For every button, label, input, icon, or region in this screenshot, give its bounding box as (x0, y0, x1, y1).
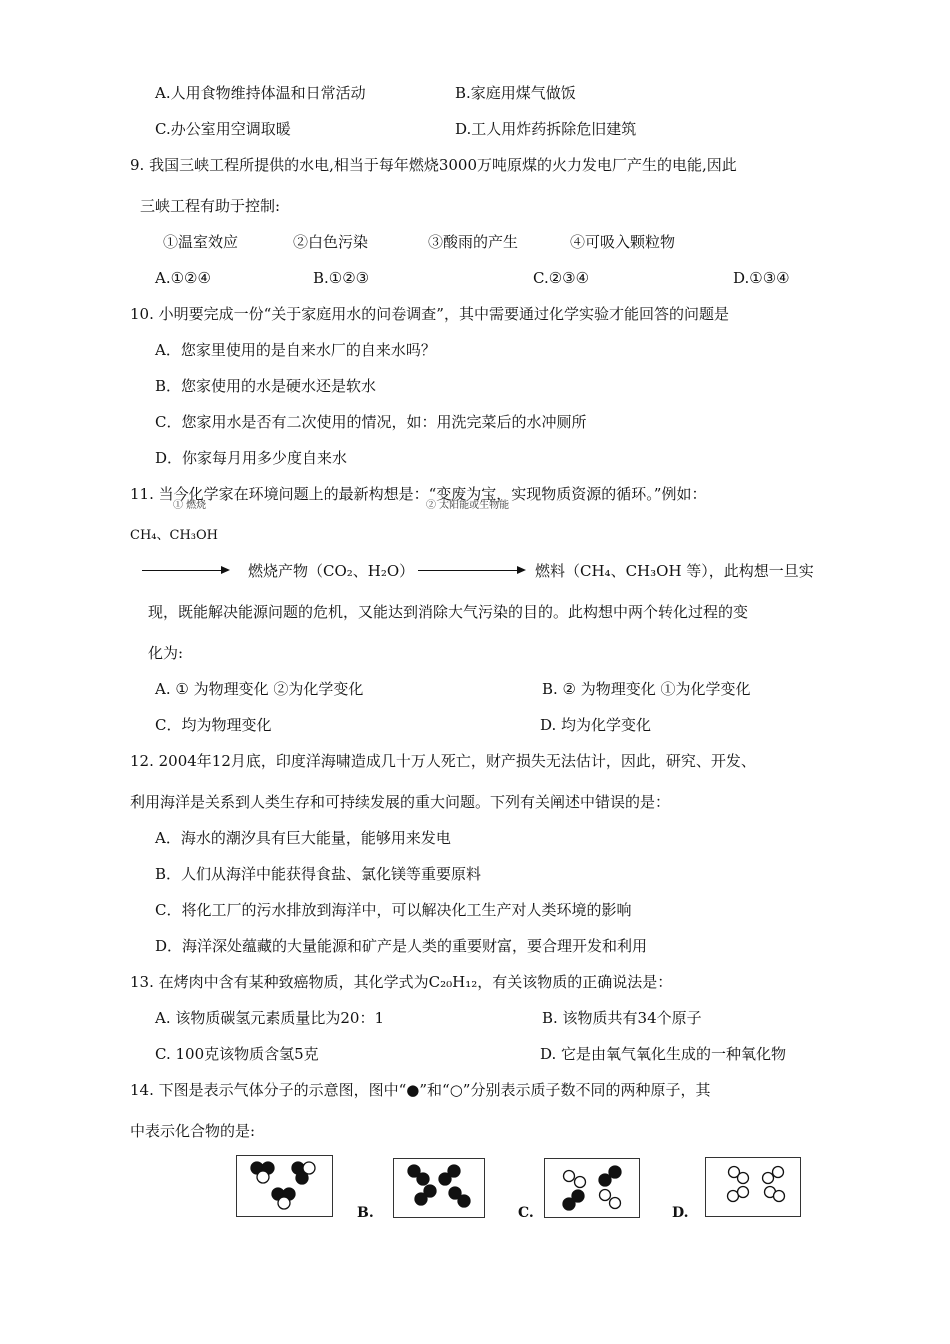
q11-option-b: B. ② 为物理变化 ①为化学变化 (542, 680, 751, 698)
q10-option-d: D．你家每月用多少度自来水 (155, 449, 348, 467)
q10-option-b: B．您家使用的水是硬水还是软水 (155, 377, 377, 395)
q12-option-b: B．人们从海洋中能获得食盐、氯化镁等重要原料 (155, 865, 482, 883)
q10-stem: 10. 小明要完成一份“关于家庭用水的问卷调查”，其中需要通过化学实验才能回答的问题是 (130, 305, 729, 323)
q11-arrow-1 (142, 570, 228, 571)
q12-option-a: A．海水的潮汐具有巨大能量，能够用来发电 (155, 829, 451, 847)
q9-item-3: ③酸雨的产生 (428, 233, 519, 251)
q9-option-d: D.①③④ (733, 269, 790, 287)
q9-item-1: ①温室效应 (163, 233, 239, 251)
molecule-diagram-b (393, 1158, 485, 1218)
q9-option-c: C.②③④ (533, 269, 590, 287)
q14-stem-line1: 14. 下图是表示气体分子的示意图，图中“●”和“○”分别表示质子数不同的两种原子，其 (130, 1081, 711, 1099)
q11-arrow-label-2: ② 太阳能或生物能 (426, 500, 510, 511)
q12-option-d: D．海洋深处蕴藏的大量能源和矿产是人类的重要财富，要合理开发和利用 (155, 937, 648, 955)
q13-option-b: B. 该物质共有34个原子 (542, 1009, 702, 1027)
q8-option-c: C.办公室用空调取暖 (155, 120, 291, 138)
q9-stem-line2: 三峡工程有助于控制: (140, 197, 281, 215)
q8-option-b: B.家庭用煤气做饭 (455, 84, 576, 102)
molecule-diagram-d (705, 1157, 801, 1217)
option-c-label: C. (518, 1205, 534, 1221)
q11-arrow-2 (418, 570, 524, 571)
q11-continuation-2: 化为: (148, 644, 184, 662)
q12-option-c: C．将化工厂的污水排放到海洋中，可以解决化工生产对人类环境的影响 (155, 901, 632, 919)
q13-option-d: D. 它是由氧气氧化生成的一种氧化物 (540, 1045, 787, 1063)
q11-continuation-1: 现，既能解决能源问题的危机，又能达到消除大气污染的目的。此构想中两个转化过程的变 (148, 603, 749, 621)
q13-option-c: C. 100克该物质含氢5克 (155, 1045, 319, 1063)
q11-stem: 11. 当今化学家在环境问题上的最新构想是：“变废为宝，实现物质资源的循环。”例如： (130, 485, 707, 503)
q9-stem-line1: 9. 我国三峡工程所提供的水电,相当于每年燃烧3000万吨原煤的火力发电厂产生的电能,因此 (130, 156, 737, 174)
q9-option-a: A.①②④ (155, 269, 211, 287)
q8-option-a: A.人用食物维持体温和日常活动 (155, 84, 366, 102)
q11-product-1: 燃烧产物（CO₂、H₂O） (248, 562, 415, 580)
q11-option-d: D. 均为化学变化 (540, 716, 652, 734)
q10-option-c: C．您家用水是否有二次使用的情况，如：用洗完菜后的水冲厕所 (155, 413, 587, 431)
q9-option-b: B.①②③ (313, 269, 370, 287)
q9-item-4: ④可吸入颗粒物 (570, 233, 676, 251)
q12-stem-line2: 利用海洋是关系到人类生存和可持续发展的重大问题。下列有关阐述中错误的是： (130, 793, 671, 811)
q11-option-a: A. ① 为物理变化 ②为化学变化 (155, 680, 364, 698)
molecule-diagram-c (544, 1158, 640, 1218)
q10-option-a: A．您家里使用的是自来水厂的自来水吗？ (155, 341, 436, 359)
option-b-label: B. (357, 1205, 374, 1221)
q13-stem: 13. 在烤肉中含有某种致癌物质，其化学式为C₂₀H₁₂，有关该物质的正确说法是： (130, 973, 673, 991)
q14-stem-line2: 中表示化合物的是: (130, 1122, 256, 1140)
molecule-diagram-a (236, 1155, 333, 1217)
q11-arrow-label-1: ① 燃烧 (173, 500, 207, 511)
option-d-label: D. (672, 1205, 689, 1221)
q13-option-a: A. 该物质碳氢元素质量比为20：1 (155, 1009, 385, 1027)
q9-item-2: ②白色污染 (293, 233, 369, 251)
q11-option-c: C．均为物理变化 (155, 716, 272, 734)
q12-stem-line1: 12. 2004年12月底，印度洋海啸造成几十万人死亡，财产损失无法估计，因此，研究、开发、 (130, 752, 756, 770)
q11-product-2: 燃料（CH₄、CH₃OH 等），此构想一旦实 (535, 562, 814, 580)
q11-reactant: CH₄、CH₃OH (130, 528, 218, 543)
q8-option-d: D.工人用炸药拆除危旧建筑 (455, 120, 637, 138)
